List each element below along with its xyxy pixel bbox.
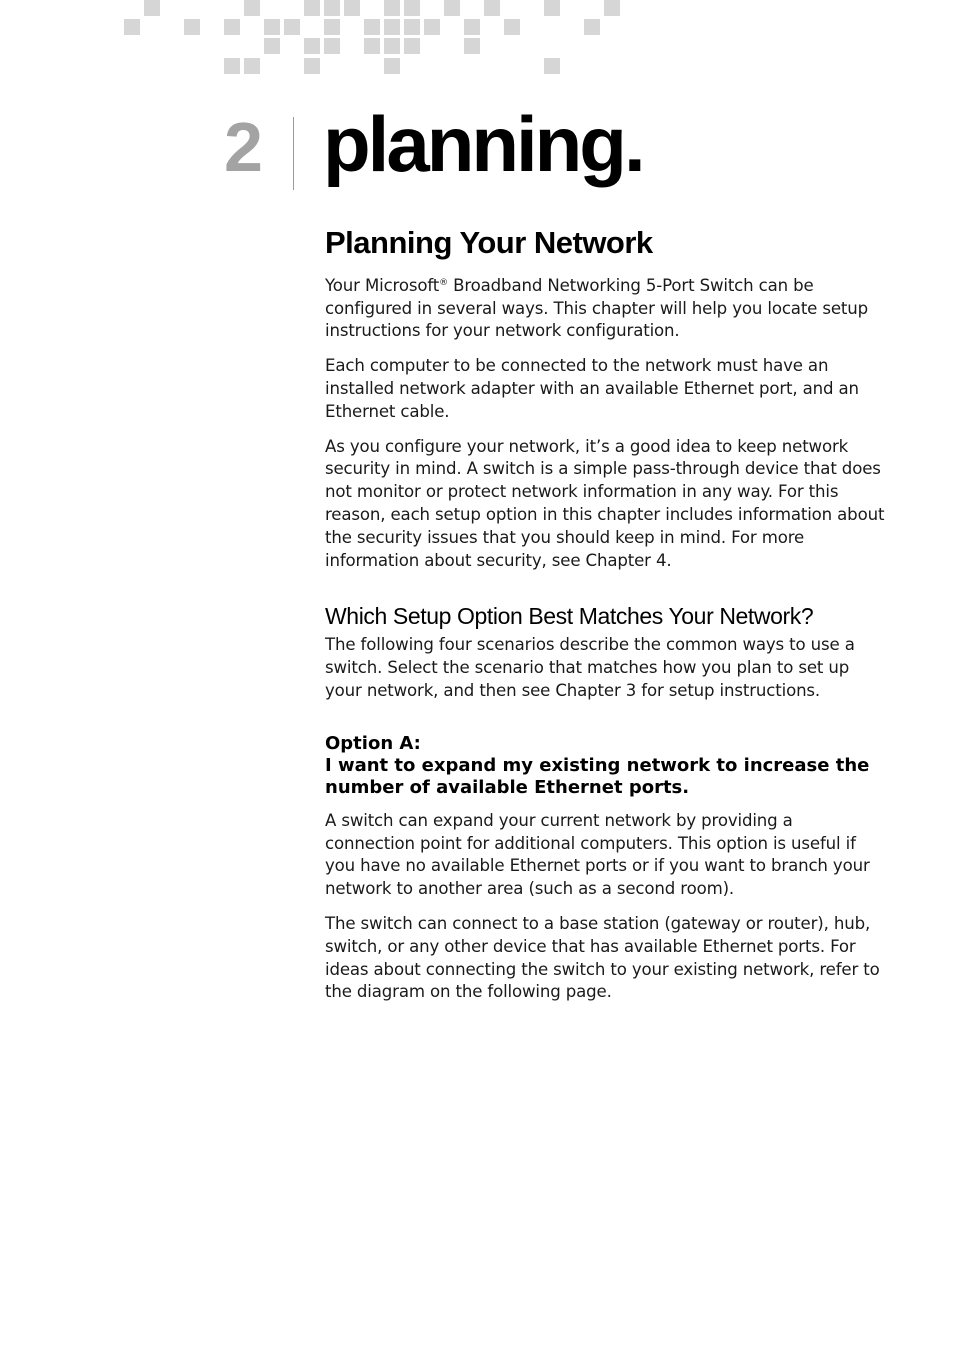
option-a-title: I want to expand my existing network to increase the number of available Ethernet ports.: [325, 755, 870, 799]
decor-square: [184, 19, 200, 35]
subsection-title: Which Setup Option Best Matches Your Network?: [325, 603, 814, 630]
decor-square: [404, 0, 420, 16]
decor-square: [464, 38, 480, 54]
decor-square: [364, 19, 380, 35]
decor-square: [224, 58, 240, 74]
decor-square: [324, 19, 340, 35]
registered-trademark-mark: ®: [439, 277, 448, 288]
decor-square: [384, 0, 400, 16]
section-title: Planning Your Network: [325, 225, 653, 260]
decor-square: [144, 0, 160, 16]
intro-paragraph: [325, 275, 885, 343]
option-a-paragraph-2: The switch can connect to a base station (gateway or router), hub, switch, or any other device that has available Ethernet ports. For ideas about connecting the switch to your existing network, refer to the diagram on the following page.: [325, 914, 880, 1002]
decor-square: [124, 19, 140, 35]
decor-square: [324, 0, 340, 16]
page-content: [325, 224, 885, 1016]
decor-square: [304, 58, 320, 74]
decor-square: [384, 19, 400, 35]
decor-square: [584, 19, 600, 35]
decor-square: [504, 19, 520, 35]
decor-square: [404, 19, 420, 35]
chapter-divider: [293, 117, 294, 190]
scenarios-paragraph: The following four scenarios describe the common ways to use a switch. Select the scenario that matches how you plan to set up your network, and then see Chapter 3 for setup instructions.: [325, 635, 855, 700]
decor-square: [224, 19, 240, 35]
chapter-number: 2: [224, 108, 261, 186]
decor-square: [304, 38, 320, 54]
decor-square: [604, 0, 620, 16]
requirements-paragraph: Each computer to be connected to the network must have an installed network adapter with an available Ethernet port, and an Ethernet cable.: [325, 356, 859, 421]
option-a-paragraph-1: A switch can expand your current network by providing a connection point for additional computers. This option is useful if you have no available Ethernet ports or if you want to branch your network to another area (such as a second room).: [325, 810, 870, 899]
security-paragraph: As you configure your network, it’s a good idea to keep network security in mind. A switch is a simple pass-through device that does not monitor or protect network information in any way. For this reason, each setup option in this chapter includes information about the security issues that you should keep in mind. For more information about security, see Chapter 4.: [325, 436, 885, 570]
decor-square: [544, 58, 560, 74]
chapter-title: planning.: [323, 100, 643, 188]
decor-square: [484, 0, 500, 16]
decor-square: [544, 0, 560, 16]
decor-square: [284, 19, 300, 35]
decor-square: [244, 0, 260, 16]
decor-square: [324, 38, 340, 54]
decor-square: [444, 0, 460, 16]
intro-text-before-mark: Your Microsoft: [325, 275, 440, 295]
decor-square: [364, 38, 380, 54]
option-a-label: Option A:: [325, 732, 421, 754]
decor-square: [264, 19, 280, 35]
decor-square: [424, 19, 440, 35]
option-a-heading: [325, 733, 885, 800]
intro-text-after-mark: Broadband Networking 5-Port Switch can be configured in several ways. This chapter will help you locate setup instructions for your network configuration.: [325, 275, 869, 341]
decor-square: [464, 19, 480, 35]
decor-square: [384, 38, 400, 54]
decor-square: [384, 58, 400, 74]
decor-square: [304, 0, 320, 16]
decor-square: [344, 0, 360, 16]
decor-square: [244, 58, 260, 74]
decor-square: [404, 38, 420, 54]
decor-square: [264, 38, 280, 54]
